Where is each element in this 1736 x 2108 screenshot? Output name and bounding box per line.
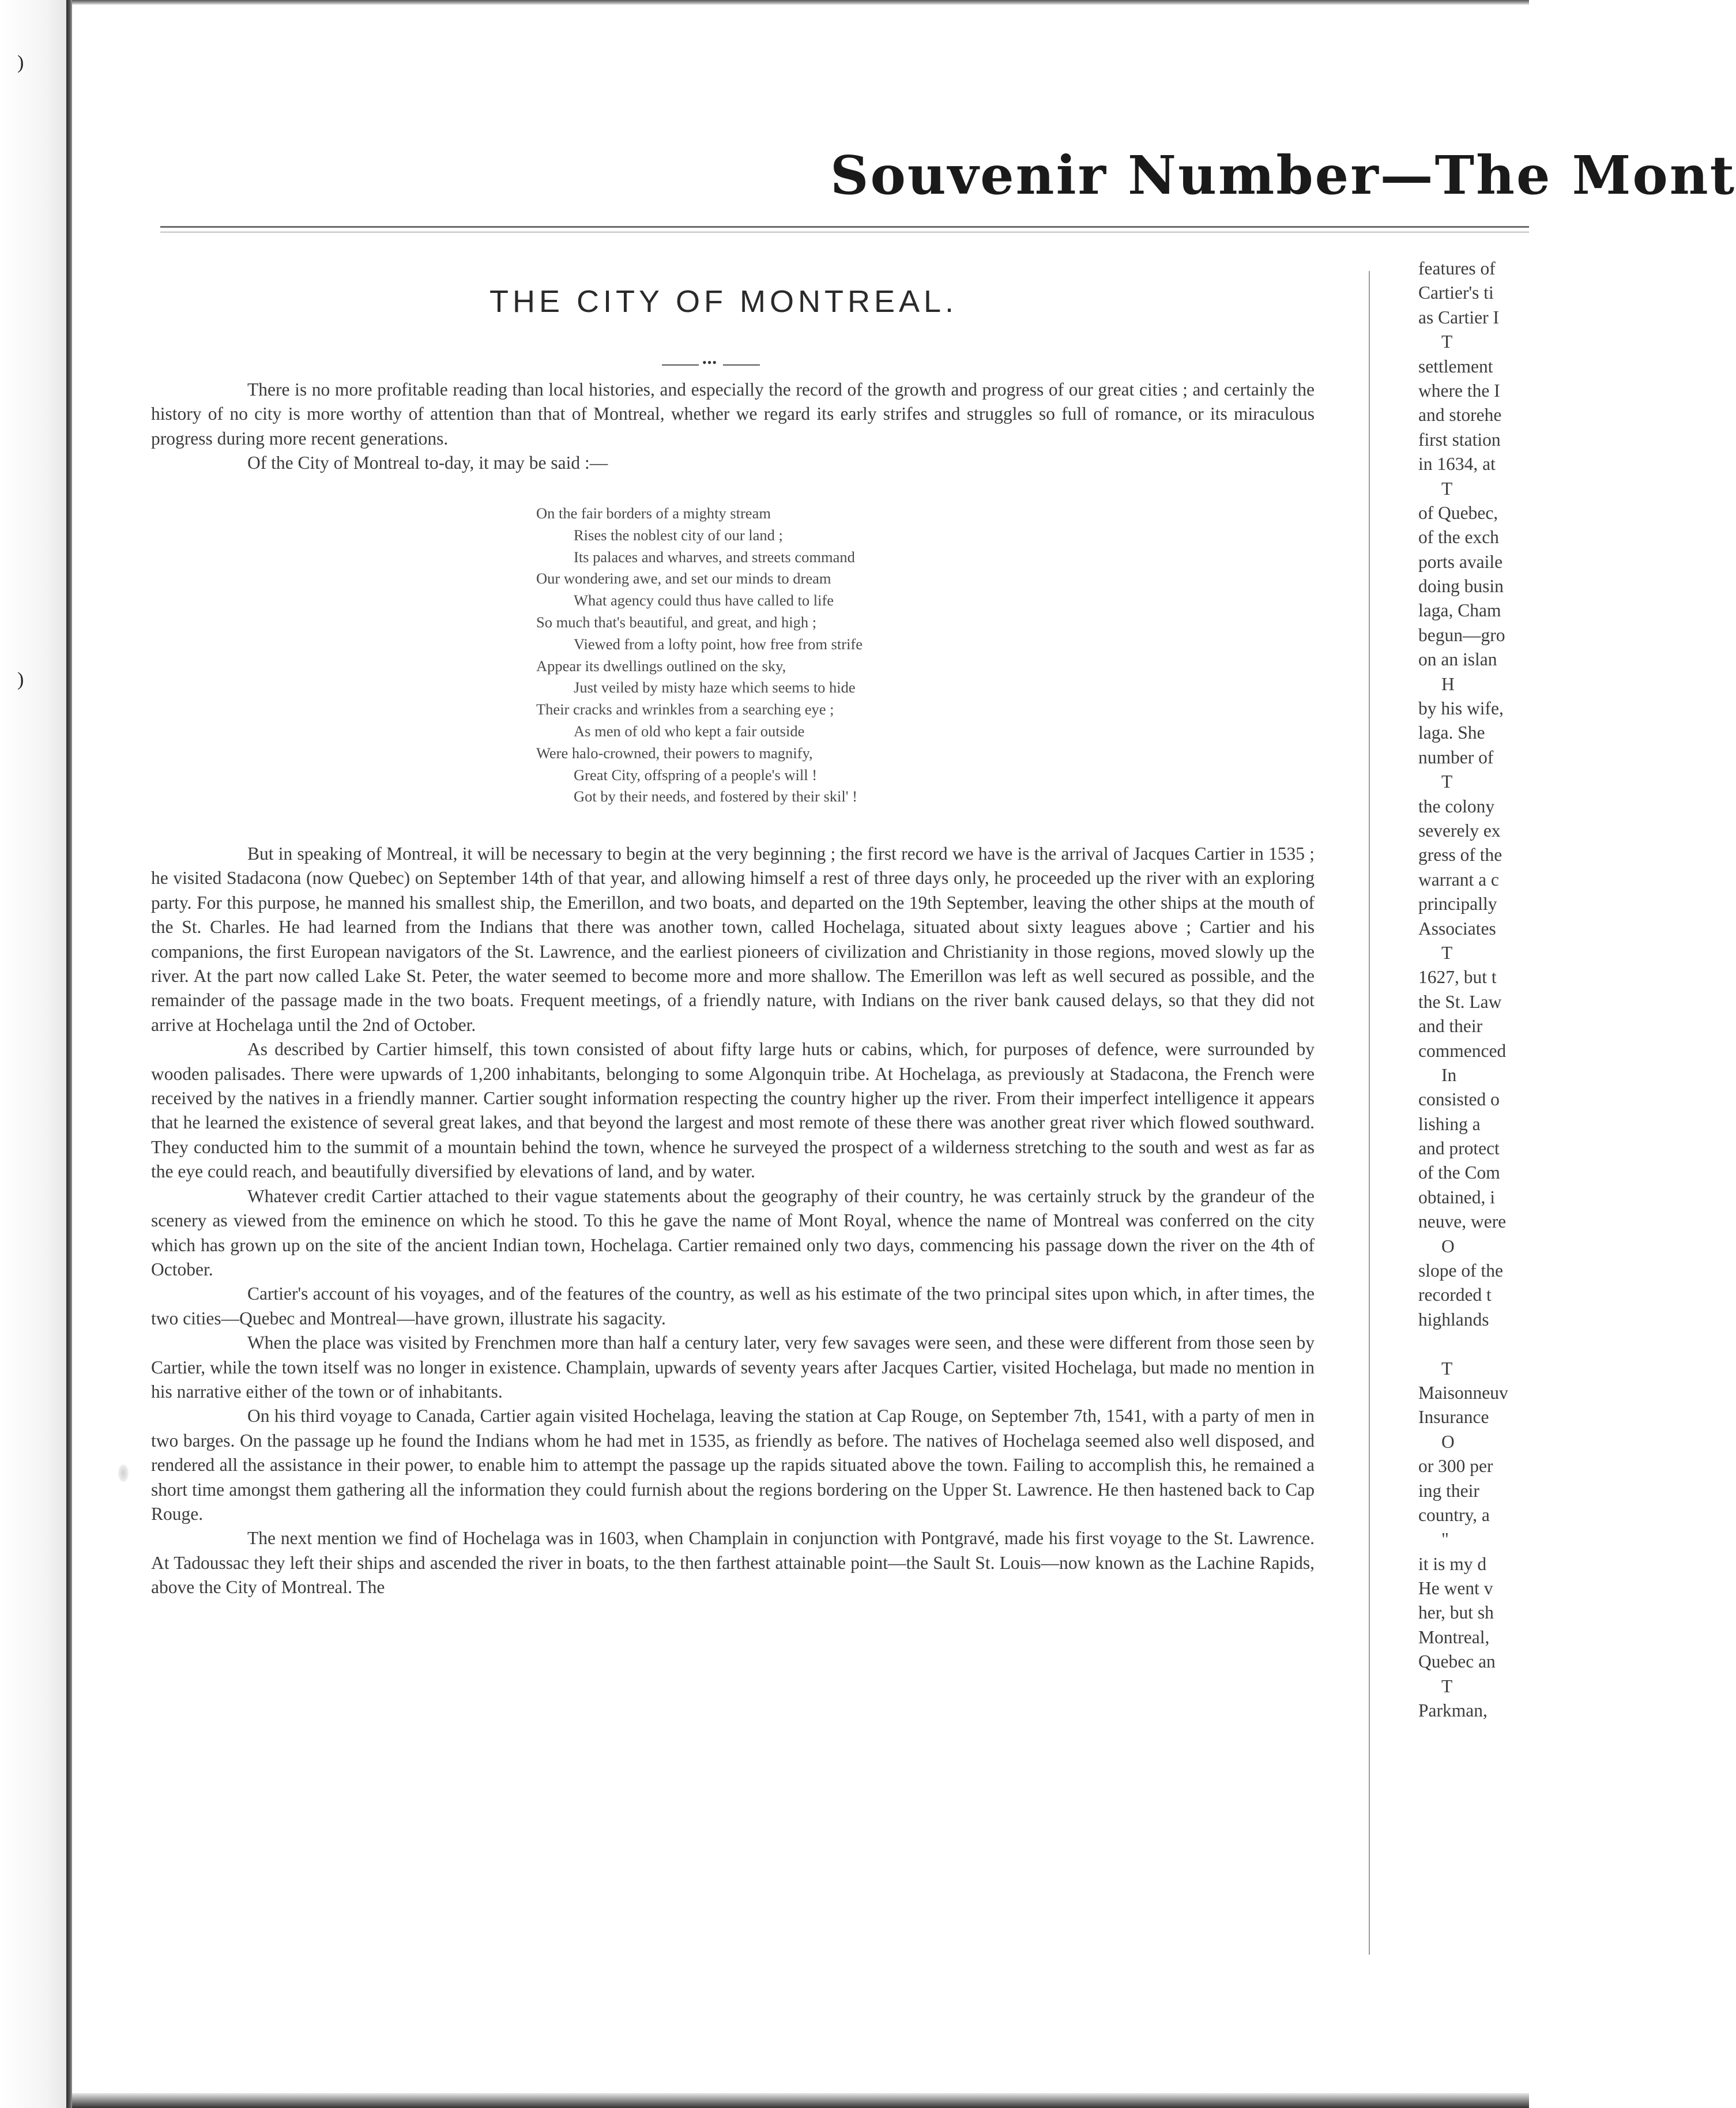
margin-bracket-mark: ) xyxy=(17,669,24,690)
right-column-line: commenced xyxy=(1418,1040,1507,1061)
right-column-line: Montreal, xyxy=(1418,1627,1490,1647)
poem-line: So much that's beautiful, and great, and high ; xyxy=(536,613,817,631)
right-column-line: and storehe xyxy=(1418,405,1502,426)
right-column-line: her, but sh xyxy=(1418,1602,1494,1623)
right-column-line: 1627, but t xyxy=(1418,967,1497,988)
right-column-line: in 1634, at xyxy=(1418,454,1496,475)
right-column-line: highlands xyxy=(1418,1309,1489,1330)
right-column-line: gress of the xyxy=(1418,845,1502,865)
header-rule xyxy=(160,226,1529,228)
body-paragraph: Cartier's account of his voyages, and of the features of the country, as well as his estimate of the two principal sites upon which, in after times, the two cities—Quebec and Montreal—have grown, illustrate his sagacity. xyxy=(151,1283,1315,1328)
right-column-line: slope of the xyxy=(1418,1260,1503,1281)
page-gutter-shadow xyxy=(0,0,66,2108)
body-paragraph: The next mention we find of Hochelaga was in 1603, when Champlain in conjunction with Pontgravé, made his first voyage to the St. Lawrence. At Tadoussac they left their ships and ascended the river in boats, to the then farthest attainable point—the Sault St. Louis—now known as the Lachine Rapids, above the City of Montreal. The xyxy=(151,1528,1315,1598)
title-ornament: ••• xyxy=(662,361,760,369)
body-paragraph: But in speaking of Montreal, it will be necessary to begin at the very beginning ; the first record we have is the arrival of Jacques Cartier in 1535 ; he visited Stadacona (now Quebec) on September 14th of that year, and allowing himself a rest of three days only, he proceeded up the river with an exploring party. For this purpose, he manned his smallest ship, the Emerillon, and two boats, and departed on the 19th September, leaving the other ships at the mouth of the St. Charles. He had learned from the Indians that there was another town, called Hochelaga, situated about sixty leagues above ; Cartier and his companions, the first European navigators of the St. Lawrence, and the earliest pioneers of civilization and Christianity in those regions, moved slowly up the river. At the part now called Lake St. Peter, the water seemed to become more and more shallow. The Emerillon was left as well secured as possible, and the remainder of the passage made in the two boats. Frequent meetings, of a friendly nature, with Indians on the river bank caused delays, so that they did not arrive at Hochelaga until the 2nd of October. xyxy=(151,844,1315,1035)
right-column-line: Maisonneuv xyxy=(1418,1382,1508,1403)
right-column-line: or 300 per xyxy=(1418,1456,1493,1477)
right-column-line: and their xyxy=(1418,1016,1483,1037)
right-column-line: T xyxy=(1441,478,1453,499)
poem-line: As men of old who kept a fair outside xyxy=(574,722,805,740)
article-title: THE CITY OF MONTREAL. xyxy=(489,284,958,319)
right-column-line: T xyxy=(1441,332,1453,352)
right-column-line: on an islan xyxy=(1418,649,1497,670)
right-column-line: ing their xyxy=(1418,1480,1479,1501)
masthead-title: Souvenir Number—The Mont xyxy=(830,144,1736,206)
right-column-line: settlement xyxy=(1418,356,1493,377)
right-column-line: lishing a xyxy=(1418,1113,1481,1134)
history-section xyxy=(151,842,1315,1600)
right-column-line: Insurance xyxy=(1418,1407,1489,1428)
right-column-line: " xyxy=(1441,1529,1449,1550)
column-divider xyxy=(1369,271,1370,1955)
right-column-line: ports availe xyxy=(1418,551,1503,572)
main-column xyxy=(151,378,1315,476)
right-column-line: laga, Cham xyxy=(1418,600,1501,621)
right-column-line: obtained, i xyxy=(1418,1187,1495,1207)
right-column-line: by his wife, xyxy=(1418,698,1504,719)
poem xyxy=(536,503,974,808)
intro-paragraph: There is no more profitable reading than local histories, and especially the record of the growth and progress of our great cities ; and certainly the history of no city is more worthy of attention than that of Montreal, whether we regard its early strifes and struggles so full of romance, or its miraculous progress during more recent generations. xyxy=(151,379,1315,449)
right-column-line: T xyxy=(1441,942,1453,963)
right-column-line: In xyxy=(1441,1064,1457,1085)
poem-line: Appear its dwellings outlined on the sky, xyxy=(536,657,786,675)
right-column-line: it is my d xyxy=(1418,1553,1487,1574)
right-column-line: T xyxy=(1441,1358,1453,1379)
page-bottom-edge xyxy=(72,2093,1529,2108)
poem-line: Our wondering awe, and set our minds to dream xyxy=(536,570,831,588)
right-column-line: O xyxy=(1441,1431,1455,1452)
body-paragraph: When the place was visited by Frenchmen more than half a century later, very few savages were seen, and these were different from those seen by Cartier, while the town itself was no longer in existence. Champlain, upwards of seventy years after Jacques Cartier, visited Hochelaga, but made no mention in his narrative either of the town or of inhabitants. xyxy=(151,1332,1315,1402)
right-column-line: the St. Law xyxy=(1418,991,1502,1012)
right-column-line xyxy=(1418,1332,1568,1356)
body-paragraph: Whatever credit Cartier attached to their vague statements about the geography of their country, he was certainly struck by the grandeur of the scenery as viewed from the eminence on which he stood. To this he gave the name of Mont Royal, whence the name of Montreal was conferred on the city which has grown up on the site of the ancient Indian town, Hochelaga. Cartier remained only two days, commencing his passage down the river on the 4th of October. xyxy=(151,1185,1315,1279)
right-column-line: Associates xyxy=(1418,918,1496,939)
right-column-line: as Cartier I xyxy=(1418,307,1499,328)
right-column-line: Quebec an xyxy=(1418,1651,1496,1672)
right-column-line: doing busin xyxy=(1418,576,1504,597)
right-column-line: country, a xyxy=(1418,1504,1490,1525)
poem-line: On the fair borders of a mighty stream xyxy=(536,505,771,522)
poem-line: Were halo-crowned, their powers to magnify, xyxy=(536,744,813,762)
page-top-edge xyxy=(72,0,1529,5)
body-paragraph: As described by Cartier himself, this town consisted of about fifty large huts or cabins, which, for purposes of defence, were surrounded by wooden palisades. There were upwards of 1,200 inhabitants, belonging to some Algonquin tribe. At Hochelaga, as previously at Stadacona, the French were received by the natives in a friendly manner. Cartier sought information respecting the country higher up the river. From their imperfect intelligence it appears that he learned the existence of several great lakes, and that beyond the largest and most remote of these there was another great river which flowed southward. They conducted him to the summit of a mountain behind the town, whence he surveyed the prospect of a wilderness stretching to the south and west as far as the eye could reach, and beautifully diversified by elevations of land, and by water. xyxy=(151,1039,1315,1182)
right-column-line: T xyxy=(1441,771,1453,792)
intro-lead-in: Of the City of Montreal to-day, it may be said :— xyxy=(247,453,608,473)
right-column-line: warrant a c xyxy=(1418,869,1499,890)
right-column-line: recorded t xyxy=(1418,1285,1492,1305)
right-column-line: He went v xyxy=(1418,1578,1493,1599)
poem-line: What agency could thus have called to life xyxy=(574,592,834,609)
right-column-line: where the I xyxy=(1418,380,1500,401)
poem-line: Viewed from a lofty point, how free from strife xyxy=(574,635,863,653)
print-smudge xyxy=(118,1465,129,1482)
right-column-line: neuve, were xyxy=(1418,1211,1507,1232)
right-column-cropped xyxy=(1418,257,1568,1723)
right-column-line: laga. She xyxy=(1418,722,1485,743)
right-column-line: consisted o xyxy=(1418,1089,1500,1110)
right-column-line: O xyxy=(1441,1236,1455,1256)
right-column-line: Cartier's ti xyxy=(1418,283,1494,303)
right-column-line: of the exch xyxy=(1418,527,1499,548)
right-column-line: features of xyxy=(1418,258,1496,278)
poem-line: Their cracks and wrinkles from a searching eye ; xyxy=(536,701,834,718)
right-column-line: principally xyxy=(1418,894,1497,914)
right-column-line: begun—gro xyxy=(1418,624,1505,645)
right-column-line: of Quebec, xyxy=(1418,502,1498,523)
right-column-line: T xyxy=(1441,1676,1453,1696)
right-column-line: the colony xyxy=(1418,796,1495,816)
page-binding-edge xyxy=(66,0,72,2108)
right-column-line: Parkman, xyxy=(1418,1700,1488,1721)
body-paragraph: On his third voyage to Canada, Cartier again visited Hochelaga, leaving the station at Cap Rouge, on September 7th, 1541, with a party of men in two barges. On the passage up he found the Indians whom he had met in 1535, as friendly as before. The natives of Hochelaga seemed also well disposed, and rendered all the assistance in their power, to enable him to attempt the passage up the rapids situated above the town. Failing to accomplish this, he remained a short time amongst them gathering all the information they could furnish about the regions bordering on the Upper St. Lawrence. He then hastened back to Cap Rouge. xyxy=(151,1406,1315,1524)
right-column-line: number of xyxy=(1418,747,1494,767)
right-column-line: first station xyxy=(1418,429,1501,450)
poem-line: Got by their needs, and fostered by their skil' ! xyxy=(574,788,857,805)
right-column-line: severely ex xyxy=(1418,820,1501,841)
right-column-line: and protect xyxy=(1418,1138,1500,1159)
poem-line: Rises the noblest city of our land ; xyxy=(574,526,783,544)
poem-line: Its palaces and wharves, and streets command xyxy=(574,548,855,566)
poem-line: Great City, offspring of a people's will ! xyxy=(574,766,818,784)
margin-bracket-mark: ) xyxy=(17,52,24,73)
poem-line: Just veiled by misty haze which seems to hide xyxy=(574,679,856,697)
right-column-line: of the Com xyxy=(1418,1162,1500,1183)
right-column-line: H xyxy=(1441,673,1455,694)
